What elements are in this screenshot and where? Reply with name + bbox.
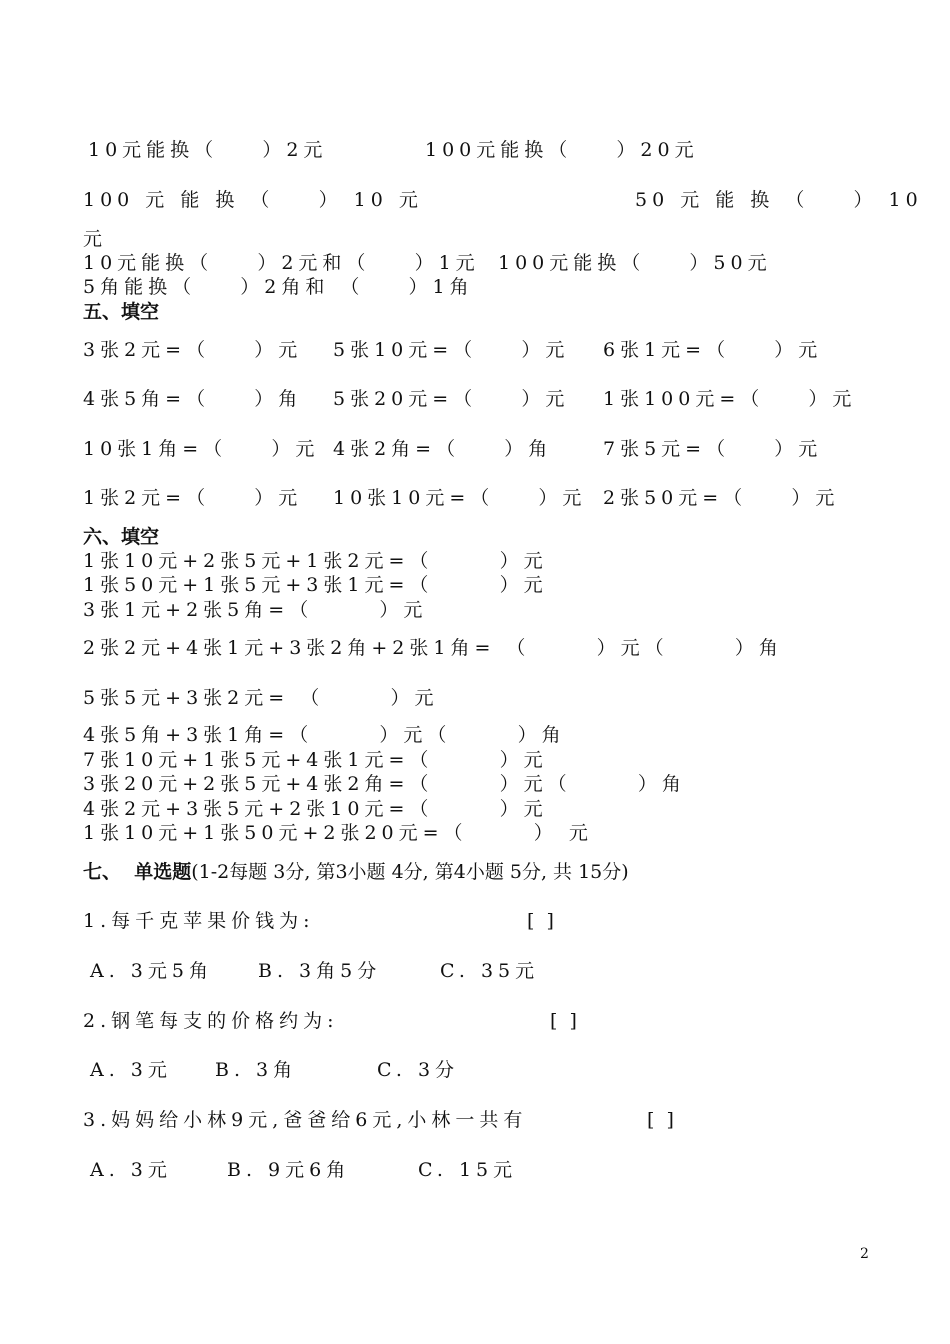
fill-item: 2张50元=（ ）元 — [603, 487, 840, 509]
exchange-line-1: 10元能换（ ）2元 — [88, 139, 328, 161]
option-b: B. 9元6角 — [227, 1159, 351, 1181]
option-a: A. 3元 — [90, 1159, 172, 1181]
section7-heading: 七、 单选题 — [83, 861, 192, 883]
option-b: B. 3角5分 — [258, 960, 382, 982]
option-c: C. 35元 — [440, 960, 540, 982]
fill-item: 6张1元=（ ）元 — [603, 339, 823, 361]
question-3: 3.妈妈给小林9元,爸爸给6元,小林一共有 — [83, 1109, 528, 1131]
exchange-line-8: 5角能换（ ）2角和 （ ）1角 — [83, 276, 474, 298]
fill-item: 4张5角=（ ）角 — [83, 388, 303, 410]
answer-bracket: [ ] — [550, 1010, 577, 1032]
sum-line: 3张20元+2张5元+4张2角=（ ）元（ ）角 — [83, 773, 686, 795]
sum-line: 4张5角+3张1角=（ ）元（ ）角 — [83, 724, 566, 746]
sum-line: 3张1元+2张5角=（ ）元 — [83, 599, 428, 621]
sum-line: 7张10元+1张5元+4张1元=（ ）元 — [83, 749, 548, 771]
answer-bracket: [ ] — [527, 910, 554, 932]
sum-line: 4张2元+3张5元+2张10元=（ ）元 — [83, 798, 548, 820]
sum-line: 2张2元+4张1元+3张2角+2张1角= （ ）元（ ）角 — [83, 637, 783, 659]
fill-item: 5张10元=（ ）元 — [333, 339, 570, 361]
exchange-line-3: 100 元 能 换 （ ） 10 元 — [83, 189, 423, 211]
fill-item: 1张100元=（ ）元 — [603, 388, 857, 410]
sum-line: 1张50元+1张5元+3张1元=（ ）元 — [83, 574, 548, 596]
option-a: A. 3元 — [90, 1059, 172, 1081]
option-c: C. 15元 — [418, 1159, 518, 1181]
fill-item: 3张2元=（ ）元 — [83, 339, 303, 361]
exchange-line-4: 50 元 能 换 （ ） 10 — [635, 189, 923, 211]
fill-item: 7张5元=（ ）元 — [603, 438, 823, 460]
answer-bracket: [ ] — [647, 1109, 674, 1131]
section7-title — [83, 860, 629, 884]
fill-item: 10张10元=（ ）元 — [333, 487, 587, 509]
fill-item: 10张1角=（ ）元 — [83, 438, 320, 460]
section6-heading: 六、填空 — [83, 526, 160, 548]
fill-item: 1张2元=（ ）元 — [83, 487, 303, 509]
exchange-line-5: 元 — [83, 228, 103, 250]
fill-item: 4张2角=（ ）角 — [333, 438, 553, 460]
exchange-line-7: 100元能换（ ）50元 — [498, 252, 772, 274]
option-b: B. 3角 — [215, 1059, 298, 1081]
question-2: 2.钢笔每支的价格约为: — [83, 1010, 339, 1032]
option-a: A. 3元5角 — [90, 960, 213, 982]
sum-line: 5张5元+3张2元= （ ）元 — [83, 687, 439, 709]
exchange-line-6: 10元能换（ ）2元和（ ）1元 — [83, 252, 480, 274]
exchange-line-2: 100元能换（ ）20元 — [425, 139, 699, 161]
sum-line: 1张10元+2张5元+1张2元=（ ）元 — [83, 550, 548, 572]
fill-item: 5张20元=（ ）元 — [333, 388, 570, 410]
sum-line: 1张10元+1张50元+2张20元=（ ） 元 — [83, 822, 593, 844]
option-c: C. 3分 — [377, 1059, 460, 1081]
page-number: 2 — [860, 1246, 869, 1262]
section7-note: (1-2每题 3分, 第3小题 4分, 第4小题 5分, 共 15分) — [191, 861, 629, 883]
question-1: 1.每千克苹果价钱为: — [83, 910, 315, 932]
section5-heading: 五、填空 — [83, 301, 160, 323]
